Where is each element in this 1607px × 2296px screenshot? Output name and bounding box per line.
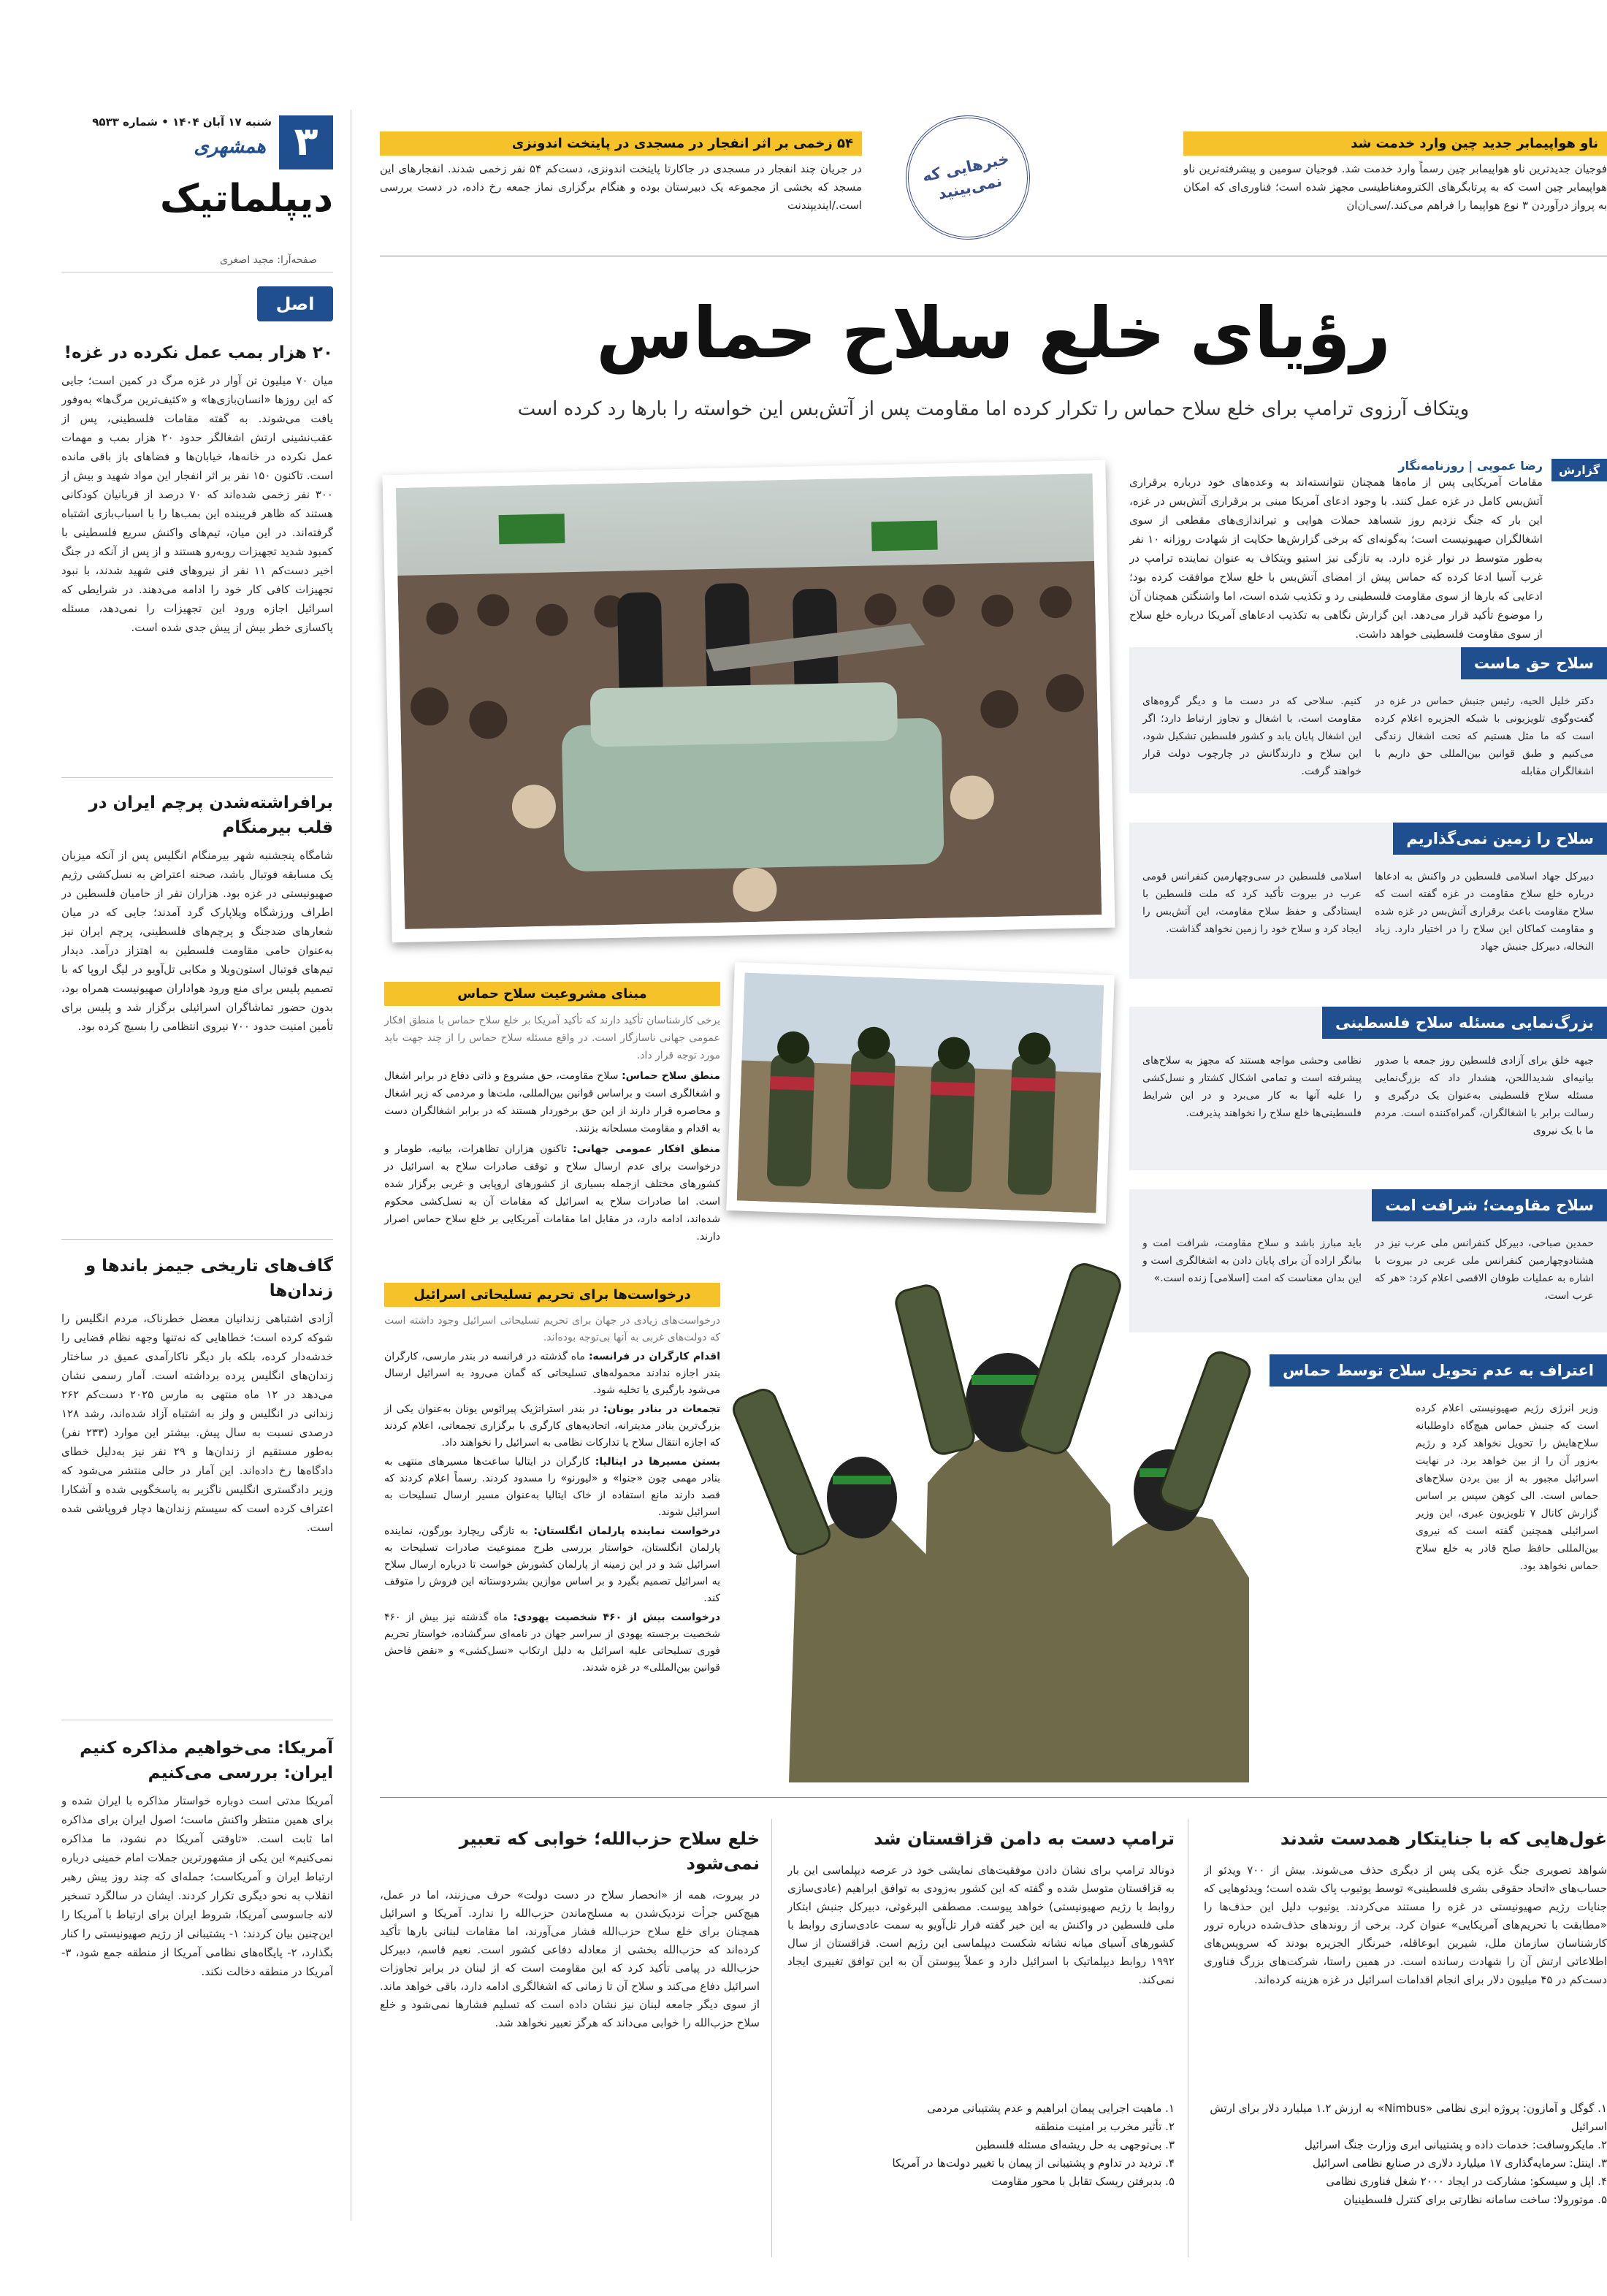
top-news-right-title: ناو هواپیمابر جدید چین وارد خدمت شد — [1183, 131, 1607, 156]
list-item: ۳. بی‌توجهی به حل ریشه‌ای مسئله فلسطین — [974, 2138, 1175, 2151]
legitimacy-item — [384, 1067, 720, 1137]
sanctions-intro: درخواست‌های زیادی در جهان برای تحریم تسلیحاتی اسرائیل وجود داشته است که دولت‌های غربی به آنها بی‌توجه بوده‌اند. — [384, 1315, 720, 1343]
list-item: ۵. موتورولا: ساخت سامانه نظارتی برای کنترل فلسطینیان — [1343, 2193, 1607, 2206]
list-item: ۲. تأثیر مخرب بر امنیت منطقه — [1034, 2120, 1175, 2133]
left-article-1 — [61, 340, 333, 766]
bottom-article-1 — [1204, 1826, 1607, 2209]
fighters-photo-illustration — [737, 973, 1104, 1213]
sanctions-item-text: ماه گذشته نیز بیش از ۴۶۰ شخصیت برجسته یهودی از سراسر جهان در نامه‌ای سرگشاده، خواستار تحریم فوری تسلیحاتی علیه اسرائیل به دلیل ارتکاب «نسل‌کشی» و «نقض فاحش قوانین بین‌المللی» در غزه شدند. — [384, 1612, 720, 1674]
section-tag — [257, 286, 333, 349]
fighters-cutout — [730, 1242, 1256, 1782]
bottom-article-body: دونالد ترامپ برای نشان دادن موفقیت‌های نمایشی خود در عرصه دیپلماسی این بار به قزاقستان متوسل شده و گفته که این کشور به‌زودی به توافق ابراهیم (عادی‌سازی روابط با رژیم صهیونیستی) خواهد پیوست. مصطفی البرغوثی، دبیرکل جنبش ابتکار ملی فلسطین در واکنش به این خبر گفته فرار تل‌آویو به سمت عادی‌سازی روابط با کشورهای آسیای میانه نشانه شکست دیپلماسی این رژیم است. قزاقستان از سال ۱۹۹۲ روابط دیپلماتیک با اسرائیل دارد و عملاً پیوستن آن به این توافق تغییری ایجاد نمی‌کند. — [787, 1864, 1175, 1986]
section-tag-text: اصل ماجرا — [271, 294, 319, 349]
legitimacy-intro: برخی کارشناسان تأکید دارند که تأکید آمریکا بر خلع سلاح حماس با منطق افکار عمومی جهانی ناسازگار است. در واقع مسئله سلاح حماس را از چند جهت باید مورد توجه قرار داد. — [384, 1015, 720, 1061]
sanctions-item — [384, 1523, 720, 1607]
sanctions-item — [384, 1609, 720, 1677]
list-item: ۴. تردید در تداوم و پشتیبانی از پیمان با تغییر دولت‌ها در آمریکا — [892, 2156, 1175, 2170]
legitimacy-item-text: تاکنون هزاران تظاهرات، بیانیه، طومار و درخواست برای عدم ارسال سلاح و توقف صادرات سلاح به اسرائیل در کشورهای مختلف ازجمله بسیاری از کشورهای اروپایی و غربی برگزار شده است. اما صادرات سلاح به اسرائیل که مقامات آن به نسل‌کشی محکوم شده‌اند، ادامه دارد، در مقابل اما مقامات آمریکایی بر خلع سلاح حماس اصرار دارند. — [384, 1143, 720, 1243]
main-subtitle: ویتکاف آرزوی ترامپ برای خلع سلاح حماس را تکرار کرده اما مقاومت پس از آتش‌بس این خواسته را بارها رد کرده است — [517, 398, 1470, 420]
sanctions-item-lead: درخواست بیش از ۴۶۰ شخصیت یهودی: — [513, 1612, 721, 1623]
bottom-article-3 — [380, 1826, 760, 2288]
sidebar-box — [1264, 1354, 1607, 1588]
sidebar-box-title: سلاح مقاومت؛ شرافت امت — [1372, 1189, 1607, 1221]
divider — [61, 777, 333, 778]
bottom-article-list — [1204, 2099, 1607, 2209]
legitimacy-title: مبنای مشروعیت سلاح حماس — [384, 982, 720, 1006]
sanctions-item-lead: بستن مسیرها در ایتالیا: — [595, 1456, 720, 1468]
sidebar-box-title: اعتراف به عدم تحویل سلاح توسط حماس — [1270, 1354, 1607, 1387]
section-logo: دیپلماتیک — [159, 177, 333, 221]
bottom-article-body: در بیروت، همه از «انحصار سلاح در دست دولت» حرف می‌زنند، اما در عمل، هیچ‌کس جرأت نزدیک‌شدن به مسلح‌ماندن حزب‌الله را ندارد. آمریکا و اسرائیل همچنان برای خلع سلاح حزب‌الله فشار می‌آورند، اما مقامات لبنانی بارها تأکید کرده‌اند که حزب‌الله بخشی از معادله دفاعی کشور است. نعیم قاسم، دبیرکل حزب‌الله در پیامی تأکید کرد که این مقاومت است که از لبنان در برابر تجاوزات اسرائیل دفاع می‌کند و سلاح آن تا زمانی که اشغالگری ادامه دارد، باقی خواهد ماند. از سوی دیگر جامعه لبنان نیز نشان داده است که تسلیم فشارها نمی‌شود و خلع سلاح حزب‌الله را خوابی می‌داند که هرگز تعبیر نخواهد شد. — [380, 1888, 760, 2029]
legitimacy-item-text: سلاح مقاومت، حق مشروع و ذاتی دفاع در برابر اشغال و اشغالگری است و براساس قوانین بین‌المللی، ملت‌ها و مردمی که زیر اشغال و محاصره قرار دارند از این حق برخوردار هستند که در برابر اشغالگران دست به اقدام و مقاومت مسلحانه بزنند. — [384, 1070, 720, 1134]
sidebar-box-col1: دبیرکل جهاد اسلامی فلسطین در واکنش به ادعاها درباره خلع سلاح مقاومت در غزه گفته است که سلاح مقاومت باعث برقراری آتش‌بس در غزه شده و مقاومت کماکان این سلاح را در اختیار دارد. زیاد النخاله، دبیرکل جنبش جهاد — [1375, 871, 1594, 953]
column-divider — [771, 1819, 772, 2257]
page-number: ۳ — [294, 118, 318, 164]
sanctions-item-text: ماه گذشته در فرانسه در بندر مارسی، کارگران بندر اجازه ندادند محموله‌های تسلیحاتی که گمان می‌رود به اسرائیل ارسال می‌شود بارگیری یا تخلیه شود. — [384, 1351, 720, 1396]
left-article-title: ۲۰ هزار بمب عمل نکرده در غزه! — [64, 343, 333, 362]
left-article-title: آمریکا: می‌خواهیم مذاکره کنیم ایران: بررسی می‌کنیم — [80, 1739, 333, 1782]
sidebar-box — [1129, 1007, 1607, 1170]
fighters-cutout-illustration — [730, 1242, 1256, 1782]
left-article-title: گاف‌های تاریخی جیمز باندها و زندان‌ها — [85, 1256, 333, 1300]
stamp — [894, 104, 1042, 251]
bottom-article-body: شواهد تصویری جنگ غزه یکی پس از دیگری حذف می‌شوند. بیش از ۷۰۰ ویدئو از حساب‌های «اتحاد حقوقی بشری فلسطینی» توسط یوتیوب پاک شده است؛ ویدئوهایی که جنایات رژیم صهیونیستی در غزه را مستند می‌کردند. یوتیوب دلیل این حذف‌ها را «مطابقت با تحریم‌های آمریکایی» عنوان کرد. برخی از روندهای حذف‌شده درباره ترور کارشناسان سازمان ملل، شیرین ابوعاقله، خبرنگار الجزیره بودند که سرویس‌های اطلاعاتی ارتش آن را شهادت رسانده است. در همین راستا، شرکت‌های بزرگ فناوری دست‌کم در ۴۵ میلیون دلار برای انجام اقدامات اسرائیل در غزه هزینه کرده‌اند. — [1204, 1864, 1607, 1986]
main-photo — [382, 460, 1115, 943]
fighters-photo — [726, 962, 1115, 1224]
left-article-3 — [61, 1254, 333, 1733]
left-article-body: آمریکا مدتی است دوباره خواستار مذاکره با ایران شده و برای همین منتظر واکنش ماست؛ اصول ایران برای مذاکره اما ثابت است. «تاوقتی آمریکا دم نشود، ما مذاکره نمی‌کنیم» این یکی از مشهورترین جملات امام خمینی درباره ارتباط ایران و آمریکاست؛ جمله‌ای که چند روز پیش رهبر انقلاب به نحو دیگری تکرار کردند. ایشان در سالگرد تسخیر لانه جاسوسی آمریکا، شروط ایران برای ارتباط با آمریکا را این‌چنین بیان کردند: ۱- پشتیبانی از رژیم صهیونیستی را کنار بگذارد، ۲- پایگاه‌های نظامی آمریکا از منطقه جمع شود، ۳- آمریکا در منطقه دخالت نکند. — [61, 1794, 333, 1978]
main-headline: رؤیای خلع سلاح حماس — [596, 292, 1391, 374]
sidebar-box-col1: دکتر خلیل الحیه، رئیس جنبش حماس در غزه در گفت‌وگوی تلویزیونی با شبکه الجزیره اعلام کرده است که ما مثل هستیم که تحت اشغال زندگی می‌کنیم و طبق قوانین بین‌المللی حق داریم با اشغالگران مقابله — [1375, 695, 1594, 777]
sanctions-item-text: به تازگی ریچارد بورگون، نماینده پارلمان انگلستان، خواستار بررسی طرح ممنوعیت صادرات تسلیحات به اسرائیل شد و در این زمینه از پارلمان کشورش خواست تا درباره ارسال سلاح به اسرائیل تصمیم بگیرد و بر اساس موازین بشردوستانه این فروش را متوقف کند. — [384, 1525, 720, 1604]
page-number-box — [279, 115, 333, 169]
legitimacy-item-lead: منطق افکار عمومی جهانی: — [573, 1143, 721, 1155]
sanctions-section — [384, 1283, 720, 1677]
top-news-right-body: فوجیان جدیدترین ناو هواپیمابر چین رسماً وارد خدمت شد. فوجیان سومین و پیشرفته‌ترین ناو هواپیمابر چین است که به پرتابگرهای الکترومغناطیسی مجهز شده است؛ فناوری‌ای که امکان به پرواز درآوردن ۳ نوع هواپیما را فراهم می‌کند./سی‌ان‌ان — [1183, 162, 1607, 212]
sidebar-box-col1: وزیر انرژی رژیم صهیونیستی اعلام کرده است که جنبش حماس هیچ‌گاه داوطلبانه سلاح‌هایش را تحویل نخواهد کرد و رژیم به‌زور آن را از بین خواهد برد. در نهایت اسرائیل مجبور به از بین بردن سلاح‌های حماس است. الی کوهن سپس بر اساس گزارش کانال ۷ تلویزیون عبری، این وزیر اسرائیلی همچنین گفته است که نیروی بین‌المللی حافظ صلح قادر به خلع سلاح حماس نخواهد بود. — [1416, 1403, 1598, 1572]
bottom-article-list — [787, 2099, 1175, 2191]
top-news-left-body: در جریان چند انفجار در مسجدی در جاکارتا پایتخت اندونزی، دست‌کم ۵۴ نفر زخمی شدند. انفجارهای این مسجد که بخشی از مجموعه یک دبیرستان بوده و هنگام برگزاری نماز جمعه رخ داده، در دست بررسی است./ایندیپندنت — [380, 162, 862, 212]
sanctions-title: درخواست‌ها برای تحریم تسلیحاتی اسرائیل — [384, 1283, 720, 1307]
stamp-text: خبرهایی که نمی‌بینید — [920, 150, 1011, 203]
editor-credit: صفحه‌آرا: مجید اصغری — [220, 254, 317, 266]
sidebar-box-col2: اسلامی فلسطین در سی‌وچهارمین کنفرانس قومی عرب در بیروت تأکید کرد که ملت فلسطین با ایستادگی و حفظ سلاح مقاومت، این آتش‌بس را ایجاد کرد و سلاح خود را زمین نخواهد گذاشت. — [1142, 871, 1362, 935]
list-item: ۱. ماهیت اجرایی پیمان ابراهیم و عدم پشتیبانی مردمی — [927, 2102, 1175, 2115]
bottom-article-title: ترامپ دست به دامن قزاقستان شد — [874, 1828, 1175, 1849]
legitimacy-section — [384, 982, 720, 1246]
newspaper-logo: همشهری — [194, 136, 266, 158]
sidebar-box-col1: حمدین صباحی، دبیرکل کنفرانس ملی عرب نیز در هشتادوچهارمین کنفرانس ملی عربی در بیروت با اشاره به عملیات طوفان الاقصی اعلام کرد: «هر که عرب است، — [1375, 1237, 1594, 1302]
left-article-4 — [61, 1736, 333, 2244]
left-article-body: شامگاه پنجشنبه شهر بیرمنگام انگلیس پس از آنکه میزبان یک مسابقه فوتبال باشد، صحنه اعتراض به نسل‌کشی رژیم صهیونیستی در غزه بود. هزاران نفر از حامیان فلسطین در اطراف ورزشگاه ویلاپارک گرد آمدند؛ جایی که در میان شعارهای ضدجنگ و پرچم‌های فلسطینی، پرچم ایران نیز به‌عنوان حامی مقاومت فلسطین به اهتزاز درآمد. دیدار تیم‌های فوتبال استون‌ویلا و مکابی تل‌آویو در لیگ اروپا که با تصمیم پلیس برای منع ورود هواداران صهیونیست همراه بود، بدون حضور تماشاگران اسرائیلی برگزار شد و پلیس برای تأمین امنیت حدود ۷۰۰ نیروی انتظامی را بسیج کرده بود. — [61, 849, 333, 1033]
top-news-left — [380, 131, 862, 239]
left-article-body: آزادی اشتباهی زندانیان معضل خطرناک، مردم انگلیس را شوکه کرده است؛ خطاهایی که نه‌تنها وجهه نظام قضایی را خدشه‌دار کرده، بلکه بار دیگر ناکارآمدی عمیق در ساختار زندان‌های انگلیس پرده برداشته است. آمار رسمی نشان می‌دهد در ۱۲ ماه منتهی به مارس ۲۰۲۵ دست‌کم ۲۶۲ زندانی در انگلیس و ولز به اشتباه آزاد شده‌اند، رشد ۱۲۸ درصدی نسبت به سال پیش. بیشتر این موارد (۲۳۳ نفر) به‌طور مستقیم از زندان‌ها و ۲۹ نفر نیز به‌دلیل خطای دادگاه‌ها رخ داده‌اند. این آمار در حالی منتشر می‌شود که وزیر دادگستری انگلیس ناگزیر به پاسخگویی شده و آشکارا اعتراف کرده است که سیستم زندان‌ها دچار فروپاشی شده است. — [61, 1312, 333, 1534]
bottom-article-title: غول‌هایی که با جنایتکار همدست شدند — [1280, 1828, 1607, 1849]
top-news-right — [1183, 131, 1607, 239]
list-item: ۲. مایکروسافت: خدمات داده و پشتیبانی ابری وزارت جنگ اسرائیل — [1304, 2138, 1607, 2151]
date-line: شنبه ۱۷ آبان ۱۴۰۴ • شماره ۹۵۳۳ — [92, 115, 272, 129]
sidebar-box-title: سلاح را زمین نمی‌گذاریم — [1393, 823, 1607, 855]
list-item: ۴. اپل و سیسکو: مشارکت در ایجاد ۲۰۰۰ شغل فناوری نظامی — [1326, 2175, 1607, 2188]
sanctions-item — [384, 1454, 720, 1521]
bottom-article-title: خلع سلاح حزب‌الله؛ خوابی که تعبیر نمی‌شود — [459, 1828, 760, 1874]
sidebar-box-title: بزرگ‌نمایی مسئله سلاح فلسطینی — [1322, 1007, 1607, 1039]
sanctions-item-lead: درخواست نماینده پارلمان انگلستان: — [533, 1525, 721, 1537]
left-article-body: میان ۷۰ میلیون تن آوار در غزه مرگ در کمین است؛ جایی که این روزها «انسان‌بازی‌ها» و «کثیف‌ترین مرگ‌ها» به‌وفور یافت می‌شوند. به گفته مقامات فلسطینی، پس از عقب‌نشینی ارتش اشغالگر حدود ۲۰ هزار بمب و مهمات عمل نکرده در خانه‌ها، خیابان‌ها و فضاهای باز باقی مانده است. تاکنون ۱۵۰ نفر بر اثر انفجار این مواد شهید و بیش از ۳۰۰ نفر زخمی شده‌اند که ۷۰ درصد از قربانیان کودکانی هستند که ظاهر فریبنده این بمب‌ها را با اسباب‌بازی اشتباه گرفته‌اند. در این میان، تیم‌های واکنش سریع فلسطینی با کمبود شدید تجهیزات روبه‌رو هستند و از پس از آنکه در جنگ اخیر دست‌کم ۱۱ نفر از نیروهای فنی شهید شدند، با نبود تجهیزات کافی کار خود را ادامه می‌دهند. در شرایطی که اسرائیل اجازه ورود این تجهیزات را نمی‌دهد، مسئله پاکسازی خطر بیش از پیش جدی شده است. — [61, 374, 333, 634]
left-article-title: برافراشته‌شدن پرچم ایران در قلب بیرمنگام — [88, 793, 333, 837]
sanctions-item-lead: تجمعات در بنادر یونان: — [603, 1403, 720, 1415]
sidebar-box — [1129, 647, 1607, 793]
sidebar-box-col2: کنیم. سلاحی که در دست ما و دیگر گروه‌های مقاومت است، با اشغال و تجاوز ارتباط دارد؛ اگر این اشغال پایان یابد و کشور فلسطین تشکیل شود، این سلاح و دارندگانش در چارچوب دولت قرار خواهند گرفت. — [1142, 695, 1362, 777]
sidebar-box-col1: جبهه خلق برای آزادی فلسطین روز جمعه با صدور بیانیه‌ای شدیداللحن، هشدار داد که بزرگ‌نمایی مسئله سلاح فلسطینی به‌عنوان یک درگیری و رسالت برابر با اشغالگران، گمراه‌کننده است. مردم ما با یک نیروی — [1375, 1055, 1594, 1137]
sanctions-item — [384, 1401, 720, 1452]
sidebar-box — [1129, 823, 1607, 979]
legitimacy-item-lead: منطق سلاح حماس: — [622, 1070, 720, 1082]
crowd-photo-illustration — [396, 473, 1102, 929]
sidebar-box-col2: باید مبارز باشد و سلاح مقاومت، شرافت امت و بیانگر اراده آن برای پایان دادن به اشغالگری است و این بدان معناست که امت [اسلامی] زنده است.» — [1142, 1237, 1362, 1284]
list-item: ۵. بدبرفتن ریسک تقابل با محور مقاومت — [991, 2175, 1175, 2188]
report-intro-body: مقامات آمریکایی پس از ماه‌ها همچنان نتوانسته‌اند به وعده‌های خود درباره برقراری آتش‌بس کامل در غزه عمل کنند. با وجود ادعای آمریکا مبنی بر برقراری آتش‌بس در غزه، این بار که جنگ نزدیم روز شساهد حملات هوایی و تیراندازی‌های مقطعی از سوی اشغالگران صهیونیست است؛ به‌گونه‌ای که برخی گزارش‌ها حکایت از شهادت روزانه ۱۰ نفر به‌طور متوسط در نوار غزه دارد. به تازگی نیز استیو ویتکاف به عنوان نماینده ترامپ در غرب آسیا ادعا کرده که حماس پیش از امضای آتش‌بس با خلع سلاح موافقت کرده بود؛ ادعایی که بارها از سوی مقاومت فلسطینی رد و تکذیب شده است، اما واشنگتن همچنان آن را موضوع تأکید قرار می‌دهد. این گزارش نگاهی به تکذیب ادعاهای آمریکا درباره خلع سلاح از سوی مقاومت فلسطینی خواهد داشت. — [1129, 476, 1543, 641]
masthead — [61, 110, 333, 234]
sanctions-item-text: کارگران در ایتالیا ساعت‌ها مسیرهای منتهی به بنادر مهمی چون «جنوا» و «لیورنو» را مسدود کردند. رسماً اعلام کردند که قصد دارند مانع استفاده از خاک ایتالیا به‌عنوان مسیر ارسال تسلیحات به اسرائیل شوند. — [384, 1456, 720, 1518]
sanctions-item-text: در بندر استراتژیک پیرائوس یونان به‌عنوان یکی از بزرگ‌ترین بنادر مدیترانه، اتحادیه‌های کارگری با برگزاری تجمعاتی، اعلام کردند که اجازه انتقال سلاح یا تدارکات نظامی به اسرائیل را نخواهند داد. — [384, 1403, 720, 1449]
sidebar-box-title: سلاح حق ماست — [1461, 647, 1607, 679]
sidebar-box-col2: نظامی وحشی مواجه هستند که مجهز به سلاح‌های پیشرفته است و تمامی اشکال کشتار و نسل‌کشی را علیه آنها به کار می‌برد و در این شرایط فلسطینی‌ها خلع سلاح را نخواهند پذیرفت. — [1142, 1055, 1362, 1119]
bottom-article-2 — [787, 1826, 1175, 2191]
sanctions-item — [384, 1349, 720, 1399]
legitimacy-item — [384, 1140, 720, 1246]
sanctions-item-lead: اقدام کارگران در فرانسه: — [588, 1351, 720, 1362]
report-label: گزارش — [1551, 459, 1607, 481]
list-item: ۱. گوگل و آمازون: پروژه ابری نظامی «Nimbus» به ارزش ۱.۲ میلیارد دلار برای ارتش اسرائیل — [1210, 2102, 1607, 2133]
report-intro — [1129, 459, 1607, 651]
top-news-bar — [380, 110, 1607, 263]
list-item: ۳. اینتل: سرمایه‌گذاری ۱۷ میلیارد دلاری در صنایع نظامی اسرائیل — [1312, 2156, 1607, 2170]
top-news-left-title: ۵۴ زخمی بر اثر انفجار در مسجدی در پایتخت اندونزی — [380, 131, 862, 156]
divider — [380, 1797, 1607, 1798]
report-author: رضا عموپی | روزنامه‌نگار — [1398, 459, 1543, 473]
divider — [61, 1239, 333, 1240]
left-article-2 — [61, 790, 333, 1211]
